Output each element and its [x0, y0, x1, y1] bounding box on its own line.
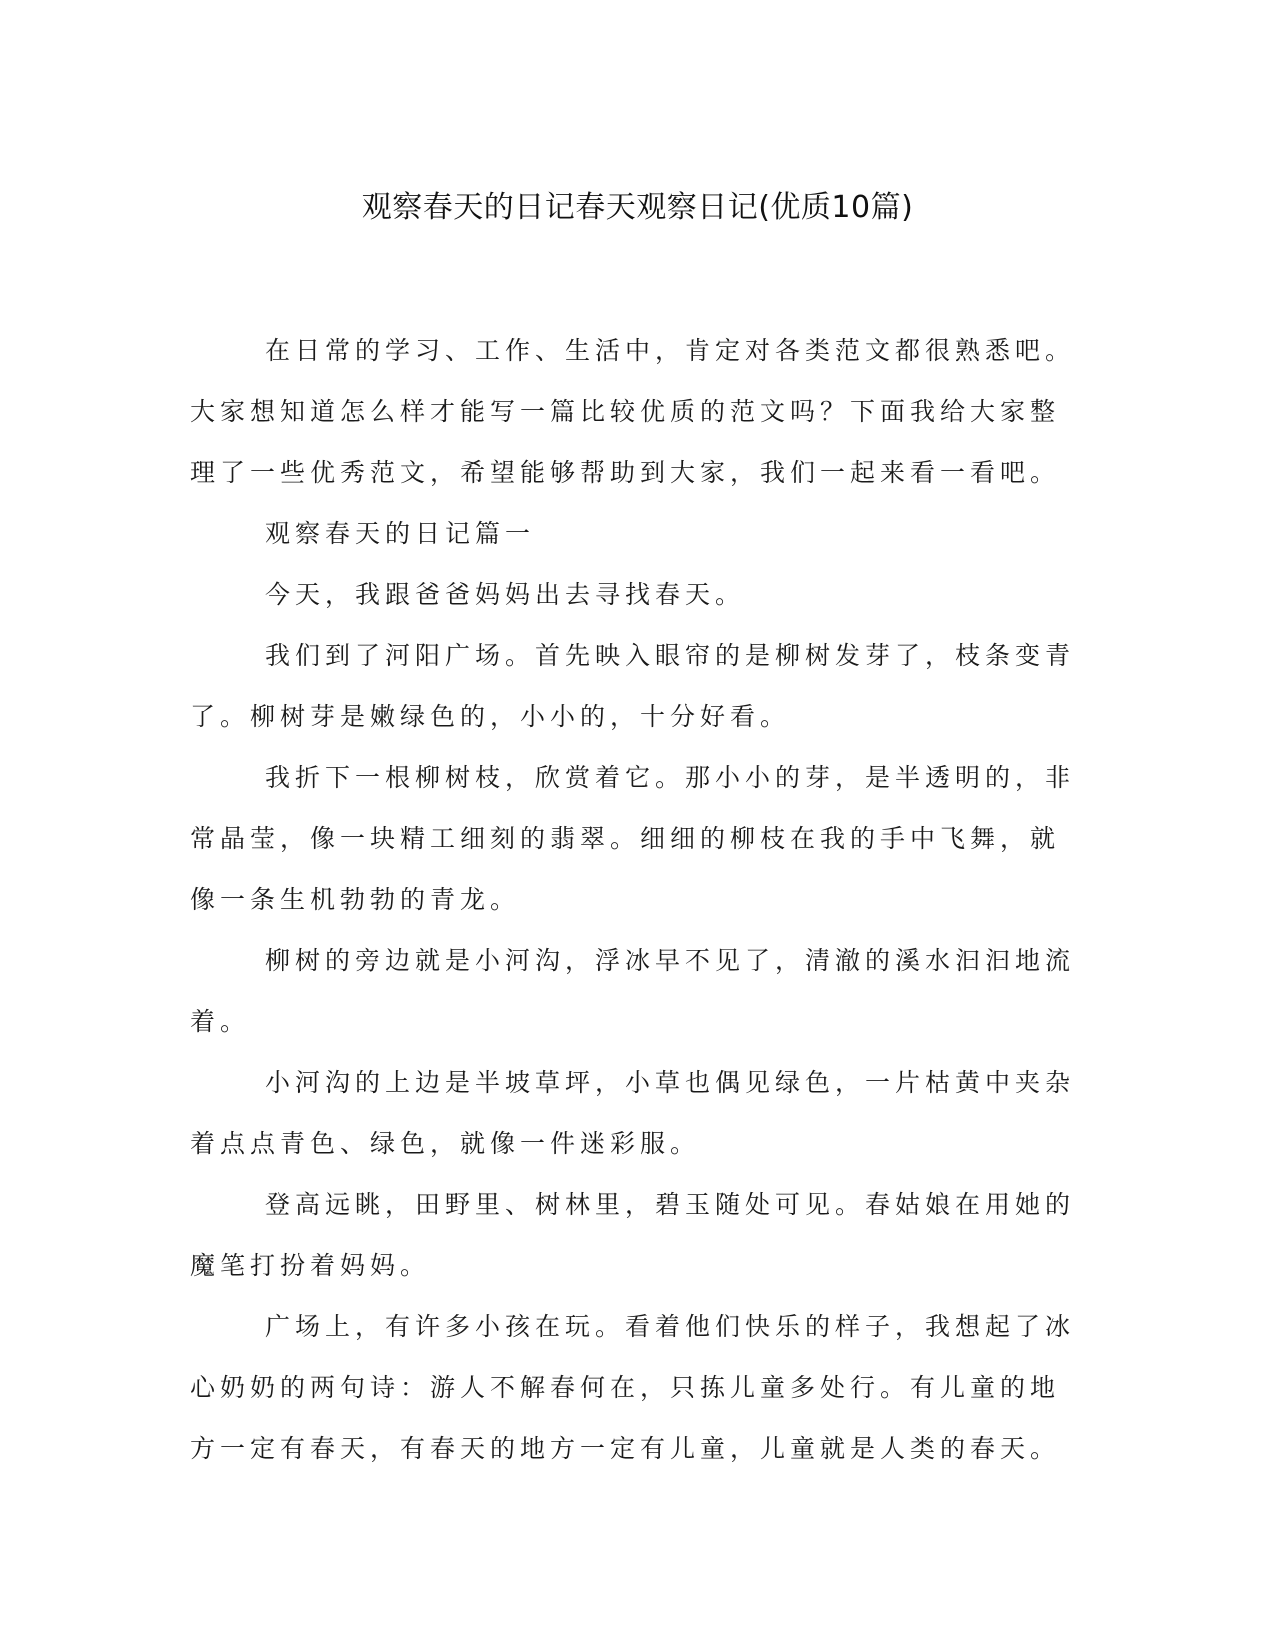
paragraph: 我们到了河阳广场。首先映入眼帘的是柳树发芽了，枝条变青了。柳树芽是嫩绿色的，小小的，十分好看。	[190, 641, 1076, 731]
paragraph: 小河沟的上边是半坡草坪，小草也偶见绿色，一片枯黄中夹杂着点点青色、绿色，就像一件迷彩服。	[190, 1068, 1076, 1158]
paragraph: 广场上，有许多小孩在玩。看着他们快乐的样子，我想起了冰心奶奶的两句诗：游人不解春何在，只拣儿童多处行。有儿童的地方一定有春天，有春天的地方一定有儿童，儿童就是人类的春天。	[190, 1312, 1076, 1463]
paragraph: 柳树的旁边就是小河沟，浮冰早不见了，清澈的溪水汩汩地流着。	[190, 946, 1076, 1036]
section-heading: 观察春天的日记篇一	[265, 519, 536, 548]
paragraph-intro: 在日常的学习、工作、生活中，肯定对各类范文都很熟悉吧。大家想知道怎么样才能写一篇比较优质的范文吗？下面我给大家整理了一些优秀范文，希望能够帮助到大家，我们一起来看一看吧。	[190, 336, 1076, 487]
paragraph: 登高远眺，田野里、树林里，碧玉随处可见。春姑娘在用她的魔笔打扮着妈妈。	[190, 1190, 1076, 1280]
document-body	[190, 320, 1080, 1479]
paragraph: 今天，我跟爸爸妈妈出去寻找春天。	[265, 580, 746, 609]
paragraph: 我折下一根柳树枝，欣赏着它。那小小的芽，是半透明的，非常晶莹，像一块精工细刻的翡翠。细细的柳枝在我的手中飞舞，就像一条生机勃勃的青龙。	[190, 763, 1076, 914]
document-title: 观察春天的日记春天观察日记(优质10篇)	[361, 190, 914, 225]
